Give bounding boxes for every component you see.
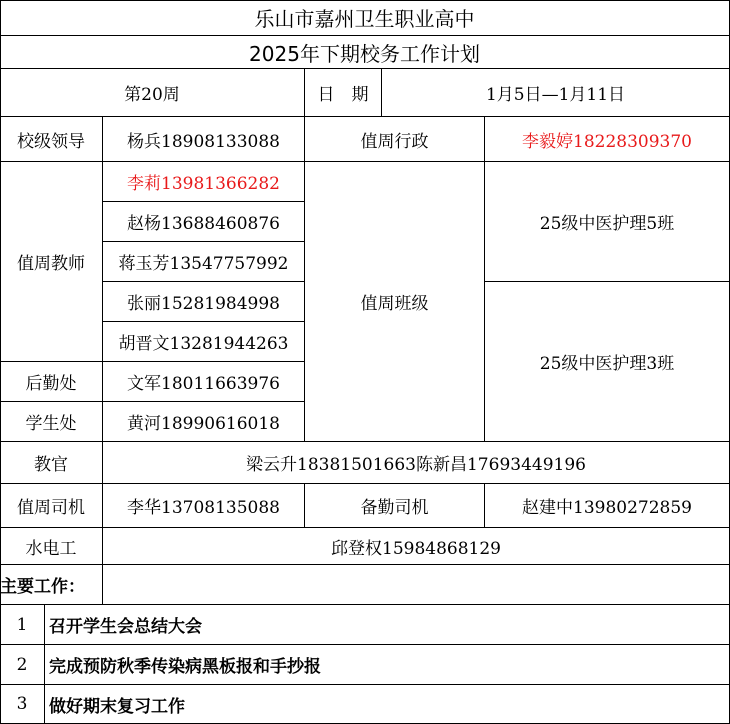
class-label: 值周班级 — [305, 162, 485, 442]
utilities-label: 水电工 — [0, 528, 103, 565]
backup-driver-label: 备勤司机 — [305, 484, 485, 528]
teacher-label: 值周教师 — [0, 162, 103, 362]
tasks-label: 主要工作： — [0, 565, 103, 605]
driver-value: 李华13708135088 — [103, 484, 305, 528]
week-label: 第20周 — [0, 69, 305, 117]
date-label: 日 期 — [305, 69, 382, 117]
utilities-value: 邱登权15984868129 — [103, 528, 730, 565]
teacher-item: 蒋玉芳13547757992 — [103, 242, 305, 282]
driver-label: 值周司机 — [0, 484, 103, 528]
logistics-value: 文军18011663976 — [103, 362, 305, 402]
task-text: 完成预防秋季传染病黑板报和手抄报 — [45, 645, 730, 685]
task-text: 召开学生会总结大会 — [45, 605, 730, 645]
teacher-item: 胡晋文13281944263 — [103, 322, 305, 362]
task-number: 3 — [0, 685, 45, 724]
plan-title: 2025年下期校务工作计划 — [0, 36, 730, 69]
backup-driver-value: 赵建中13980272859 — [485, 484, 730, 528]
teacher-item: 张丽15281984998 — [103, 282, 305, 322]
task-number: 1 — [0, 605, 45, 645]
instructor-value: 梁云升18381501663陈新昌17693449196 — [103, 442, 730, 484]
leader-value: 杨兵18908133088 — [103, 117, 305, 162]
date-range: 1月5日—1月11日 — [382, 69, 730, 117]
class-item: 25级中医护理5班 — [485, 162, 730, 282]
teacher-item: 李莉13981366282 — [103, 162, 305, 202]
instructor-label: 教官 — [0, 442, 103, 484]
admin-label: 值周行政 — [305, 117, 485, 162]
student-office-label: 学生处 — [0, 402, 103, 442]
admin-value: 李毅婷18228309370 — [485, 117, 730, 162]
school-name: 乐山市嘉州卫生职业高中 — [0, 0, 730, 36]
tasks-header-blank — [103, 565, 730, 605]
leader-label: 校级领导 — [0, 117, 103, 162]
student-office-value: 黄河18990616018 — [103, 402, 305, 442]
logistics-label: 后勤处 — [0, 362, 103, 402]
teacher-item: 赵杨13688460876 — [103, 202, 305, 242]
task-text: 做好期末复习工作 — [45, 685, 730, 724]
class-item: 25级中医护理3班 — [485, 282, 730, 442]
task-number: 2 — [0, 645, 45, 685]
